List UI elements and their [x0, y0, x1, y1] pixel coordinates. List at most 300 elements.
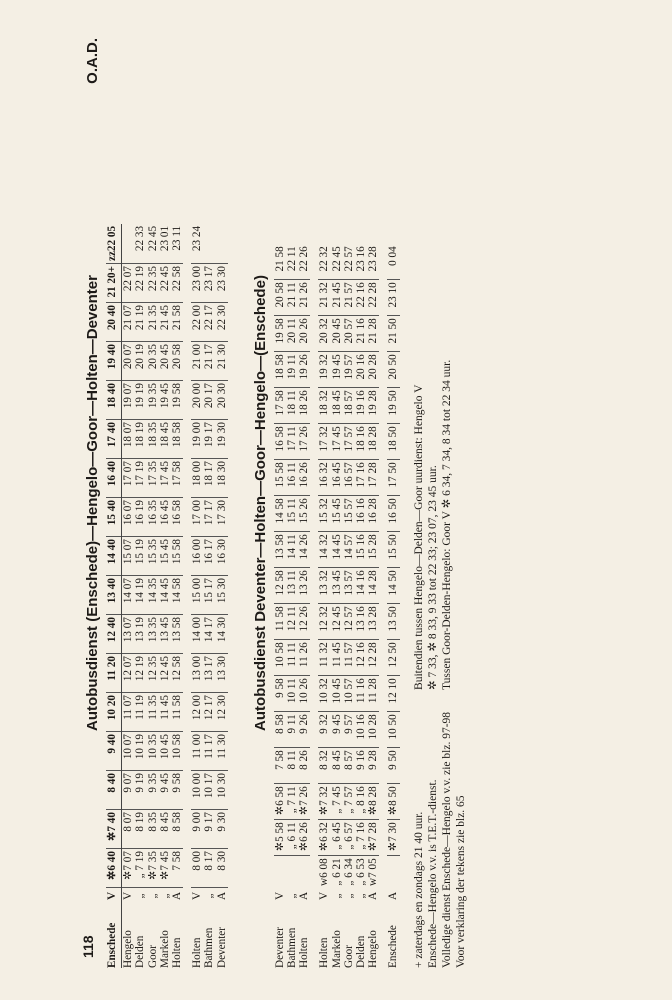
time-cell: „ 7 45 [331, 784, 343, 820]
footnote-line: + zaterdags en zondags 21 40 uur. [412, 811, 425, 968]
time-cell: 16 00 [191, 537, 203, 576]
time-cell: 9 00 [191, 810, 203, 849]
time-cell: 20 30 [216, 381, 228, 420]
time-cell: 21 11 [286, 280, 298, 316]
time-cell: 9 45 [159, 771, 171, 810]
time-cell: 14 07 [122, 576, 135, 615]
time-cell: 12 00 [191, 693, 203, 732]
time-cell: ✲5 58 [274, 820, 286, 856]
time-cell: 12 32 [318, 604, 330, 640]
timetable-enschede-deventer [106, 224, 228, 968]
time-cell: 18 58 [274, 352, 286, 388]
early-time-cell: w6 08 [318, 858, 331, 886]
time-cell: 17 57 [343, 424, 355, 460]
time-cell: 8 26 [298, 748, 310, 784]
time-cell: 22 30 [216, 303, 228, 342]
time-cell: 13 58 [171, 615, 183, 654]
time-cell: 22 58 [171, 264, 183, 303]
timetable-row [343, 244, 355, 968]
time-cell: 9 35 [147, 771, 159, 810]
time-cell: 19 58 [171, 381, 183, 420]
time-cell: ✲7 35 [147, 849, 159, 888]
time-cell: 21 16 [355, 316, 367, 352]
time-cell: 15 00 [191, 576, 203, 615]
arrival-departure-mark: „ [146, 893, 159, 899]
time-cell: 19 57 [343, 352, 355, 388]
time-cell: 18 57 [343, 388, 355, 424]
timetable-row [106, 224, 122, 968]
time-cell: 23 16 [355, 244, 367, 280]
time-cell: 16 45 [331, 460, 343, 496]
time-cell: 16 58 [274, 424, 286, 460]
time-cell: 16 40 [106, 459, 122, 498]
station-name: Bathmen [203, 927, 216, 968]
time-cell: 12 45 [331, 604, 343, 640]
early-time-cell [286, 856, 298, 888]
timetable-row [387, 244, 399, 968]
timetable-row [171, 224, 183, 968]
time-cell: 9 17 [203, 810, 215, 849]
time-cell: 13 35 [147, 615, 159, 654]
time-cell: 19 30 [216, 420, 228, 459]
time-cell: 17 35 [147, 459, 159, 498]
footnote-line: Tussen Goor-Delden-Hengelo: Goor V ✲ 6 34, 7 34, 8 34 tot 22 34 uur. [440, 359, 453, 690]
time-cell: 9 32 [318, 712, 330, 748]
arrival-departure-mark: „ [158, 893, 171, 899]
time-cell: 13 40 [106, 576, 122, 615]
time-cell: 14 58 [171, 576, 183, 615]
time-cell: 16 45 [159, 498, 171, 537]
time-cell: 17 16 [355, 460, 367, 496]
time-cell: 23 30 [216, 264, 228, 303]
time-cell: 22 19 [134, 264, 146, 303]
time-cell: 13 19 [134, 615, 146, 654]
time-cell: 12 16 [355, 640, 367, 676]
station-name: Enschede [387, 925, 400, 968]
station-name: Deventer [273, 927, 286, 968]
time-cell: 21 58 [171, 303, 183, 342]
time-cell [203, 224, 215, 264]
time-cell: 20 45 [331, 316, 343, 352]
time-cell: ✲6 40 [106, 849, 122, 888]
time-cell: „ 7 11 [286, 784, 298, 820]
time-cell: 15 07 [122, 537, 135, 576]
time-cell: 9 58 [171, 771, 183, 810]
table1-title-row [80, 38, 106, 968]
footnotes [412, 38, 468, 968]
time-cell: 20 32 [318, 316, 330, 352]
time-cell: 14 11 [286, 532, 298, 568]
time-cell: 10 00 [191, 771, 203, 810]
arrival-departure-mark: „ [342, 893, 355, 899]
station-name: Enschede [106, 904, 122, 968]
timetable-deventer-enschede [274, 244, 400, 968]
footnote-line: Voor verklaring der tekens zie blz. 65 [454, 795, 467, 968]
early-time-cell [274, 856, 286, 888]
time-cell: 18 45 [331, 388, 343, 424]
footnote-line: Volledige dienst Enschede—Hengelo v.v. zie blz. 97-98 [440, 711, 453, 968]
time-cell: 15 50 [387, 532, 399, 568]
time-cell: 17 28 [367, 460, 379, 496]
time-cell: 9 45 [331, 712, 343, 748]
time-cell: 19 11 [286, 352, 298, 388]
time-cell: 19 07 [122, 381, 135, 420]
time-cell: 20 57 [343, 316, 355, 352]
time-cell: 22 32 [318, 244, 330, 280]
timetable-row [203, 224, 215, 968]
arrival-departure-mark: V [318, 891, 331, 901]
time-cell: 11 26 [298, 640, 310, 676]
time-cell: ✲6 26 [298, 820, 310, 856]
time-cell: 9 40 [106, 732, 122, 771]
time-cell: 16 07 [122, 498, 135, 537]
timetable-row [298, 244, 310, 968]
table1-title: Autobusdienst (Enschede)—Hengelo—Goor—Holten—Deventer [84, 275, 101, 731]
time-cell: 12 11 [286, 604, 298, 640]
time-cell: 13 30 [216, 654, 228, 693]
time-cell: 15 45 [159, 537, 171, 576]
station-name: Holten [298, 937, 311, 968]
time-cell: 16 57 [343, 460, 355, 496]
time-cell: 23 10 [387, 280, 399, 316]
time-cell: 19 40 [106, 342, 122, 381]
time-cell: 9 16 [355, 748, 367, 784]
time-cell: 9 57 [343, 712, 355, 748]
time-cell: 15 32 [318, 496, 330, 532]
time-cell: 22 45 [147, 224, 159, 264]
time-cell: 11 58 [171, 693, 183, 732]
time-cell: 13 58 [274, 532, 286, 568]
spacer-row [183, 224, 191, 968]
time-cell: 19 17 [203, 420, 215, 459]
time-cell: 8 45 [159, 810, 171, 849]
table2-title: Autobusdienst Deventer—Holten—Goor—Hengelo—(Enschede) [251, 275, 269, 731]
time-cell: 13 50 [387, 604, 399, 640]
time-cell: 14 16 [355, 568, 367, 604]
time-cell: 14 57 [343, 532, 355, 568]
time-cell: 16 26 [298, 460, 310, 496]
time-cell: 21 19 [134, 303, 146, 342]
time-cell: 21 57 [343, 280, 355, 316]
time-cell: 12 19 [134, 654, 146, 693]
time-cell: 11 28 [367, 676, 379, 712]
time-cell: 14 00 [191, 615, 203, 654]
time-cell: 10 32 [318, 676, 330, 712]
time-cell: 20 17 [203, 381, 215, 420]
time-cell [216, 224, 228, 264]
time-cell: 14 35 [147, 576, 159, 615]
time-cell: 19 45 [159, 381, 171, 420]
time-cell [122, 224, 135, 264]
time-cell: 16 16 [355, 496, 367, 532]
early-time-cell: „ 6 53 [355, 858, 368, 886]
time-cell: 23 01 [159, 224, 171, 264]
time-cell: 14 17 [203, 615, 215, 654]
time-cell: 17 32 [318, 424, 330, 460]
time-cell: 15 30 [216, 576, 228, 615]
time-cell: 11 45 [159, 693, 171, 732]
time-cell: 14 32 [318, 532, 330, 568]
time-cell: 19 26 [298, 352, 310, 388]
arrival-departure-mark: „ [355, 893, 368, 899]
time-cell: 8 11 [286, 748, 298, 784]
early-time-cell [298, 856, 310, 888]
time-cell: 22 28 [367, 280, 379, 316]
time-cell: 22 57 [343, 244, 355, 280]
time-cell: 11 57 [343, 640, 355, 676]
time-cell: 22 11 [286, 244, 298, 280]
timetable-row [355, 244, 367, 968]
time-cell: 11 45 [331, 640, 343, 676]
time-cell: 19 50 [387, 388, 399, 424]
time-cell: 15 17 [203, 576, 215, 615]
time-cell: „ 6 57 [343, 820, 355, 856]
time-cell: 16 28 [367, 496, 379, 532]
operator-label: O.A.D. [84, 38, 101, 84]
time-cell: 19 00 [191, 420, 203, 459]
time-cell: 8 35 [147, 810, 159, 849]
time-cell: 18 19 [134, 420, 146, 459]
time-cell: 7 58 [274, 748, 286, 784]
time-cell: 11 11 [286, 640, 298, 676]
arrival-departure-mark: A [298, 891, 311, 901]
time-cell: 18 58 [171, 420, 183, 459]
time-cell: ✲8 28 [367, 784, 379, 820]
time-cell: 22 07 [122, 264, 135, 303]
time-cell: 10 30 [216, 771, 228, 810]
arrival-departure-mark: V [122, 891, 135, 901]
time-cell: 20 11 [286, 316, 298, 352]
time-cell: 18 26 [298, 388, 310, 424]
time-cell: 18 16 [355, 424, 367, 460]
spacer-row [379, 244, 387, 968]
time-cell: 13 07 [122, 615, 135, 654]
time-cell: 18 35 [147, 420, 159, 459]
station-name: Hengelo [367, 930, 380, 968]
time-cell: 10 45 [331, 676, 343, 712]
footnote-line: Enschede—Hengelo v.v. is T.E.T.-dienst. [426, 779, 439, 968]
timetable-row [286, 244, 298, 968]
arrival-departure-mark: A [387, 891, 400, 901]
time-cell: 15 58 [274, 460, 286, 496]
time-cell: 12 58 [171, 654, 183, 693]
time-cell: 17 58 [274, 388, 286, 424]
time-cell: 19 19 [134, 381, 146, 420]
arrival-departure-mark: A [171, 891, 184, 901]
time-cell: 12 28 [367, 640, 379, 676]
time-cell: 21 50 [387, 316, 399, 352]
time-cell: 23 28 [367, 244, 379, 280]
time-cell: 11 32 [318, 640, 330, 676]
time-cell: 21 58 [274, 244, 286, 280]
time-cell: 22 16 [355, 280, 367, 316]
time-cell: 17 40 [106, 420, 122, 459]
time-cell: 8 40 [106, 771, 122, 810]
time-cell: 9 19 [134, 771, 146, 810]
time-cell: 12 35 [147, 654, 159, 693]
time-cell: 11 35 [147, 693, 159, 732]
time-cell: 12 17 [203, 693, 215, 732]
time-cell: 10 17 [203, 771, 215, 810]
arrival-departure-mark: V [273, 891, 286, 901]
time-cell: 15 11 [286, 496, 298, 532]
station-name: Delden [355, 935, 368, 968]
time-cell: 22 45 [331, 244, 343, 280]
time-cell: 20 00 [191, 381, 203, 420]
timetable-row [134, 224, 146, 968]
table2-title-row [248, 38, 274, 968]
time-cell: 12 30 [216, 693, 228, 732]
time-cell: 15 58 [171, 537, 183, 576]
arrival-departure-mark: „ [134, 893, 147, 899]
time-cell: 15 16 [355, 532, 367, 568]
time-cell: 17 11 [286, 424, 298, 460]
time-cell: 21 45 [331, 280, 343, 316]
time-cell: 8 00 [191, 849, 203, 888]
time-cell: 9 26 [298, 712, 310, 748]
time-cell: 14 19 [134, 576, 146, 615]
time-cell: 17 00 [191, 498, 203, 537]
time-cell: 15 45 [331, 496, 343, 532]
time-cell: 16 19 [134, 498, 146, 537]
time-cell: 20 45 [159, 342, 171, 381]
arrival-departure-mark: A [215, 891, 228, 901]
early-time-cell: w7 05 [367, 858, 380, 886]
time-cell: ✲6 32 [318, 820, 330, 856]
time-cell: 0 04 [387, 244, 399, 280]
time-cell: ✲7 28 [367, 820, 379, 856]
time-cell: 18 17 [203, 459, 215, 498]
time-cell: 19 35 [147, 381, 159, 420]
time-cell: 20 58 [171, 342, 183, 381]
time-cell: 12 58 [274, 568, 286, 604]
time-cell: 9 50 [387, 748, 399, 784]
time-cell: 12 50 [387, 640, 399, 676]
time-cell: 18 00 [191, 459, 203, 498]
time-cell: 16 58 [171, 498, 183, 537]
time-cell: 12 07 [122, 654, 135, 693]
footnotes-left [412, 712, 468, 968]
time-cell: 22 00 [191, 303, 203, 342]
time-cell: 18 11 [286, 388, 298, 424]
time-cell: 12 40 [106, 615, 122, 654]
timetable-row [367, 244, 379, 968]
time-cell: 11 16 [355, 676, 367, 712]
time-cell: 8 17 [203, 849, 215, 888]
time-cell: 10 26 [298, 676, 310, 712]
time-cell: ✲7 30 [387, 820, 399, 856]
station-name: Holten [191, 937, 204, 968]
time-cell: 15 40 [106, 498, 122, 537]
time-cell: „ 6 45 [331, 820, 343, 856]
time-cell: 11 58 [274, 604, 286, 640]
time-cell: 21 26 [298, 280, 310, 316]
time-cell: 11 00 [191, 732, 203, 771]
time-cell: 22 33 [134, 224, 146, 264]
timetable-row [216, 224, 228, 968]
time-cell: 10 57 [343, 676, 355, 712]
time-cell: 8 07 [122, 810, 135, 849]
spacer-cell [310, 244, 318, 968]
time-cell: „ 7 16 [355, 820, 367, 856]
time-cell: 10 07 [122, 732, 135, 771]
time-cell: 20 50 [387, 352, 399, 388]
time-cell: 12 45 [159, 654, 171, 693]
time-cell: 8 32 [318, 748, 330, 784]
time-cell: 18 30 [216, 459, 228, 498]
time-cell: 21 28 [367, 316, 379, 352]
time-cell: 16 11 [286, 460, 298, 496]
time-cell: 21 32 [318, 280, 330, 316]
time-cell: 9 07 [122, 771, 135, 810]
time-cell: 17 17 [203, 498, 215, 537]
time-cell: 13 28 [367, 604, 379, 640]
time-cell: 13 45 [159, 615, 171, 654]
time-cell: 17 19 [134, 459, 146, 498]
time-cell: 14 30 [216, 615, 228, 654]
time-cell: 19 32 [318, 352, 330, 388]
time-cell: 21 20+ [106, 264, 122, 303]
arrival-departure-mark: „ [203, 893, 216, 899]
time-cell: 15 26 [298, 496, 310, 532]
spacer-cell [183, 224, 191, 968]
time-cell: 11 20 [106, 654, 122, 693]
time-cell: 13 17 [203, 654, 215, 693]
time-cell: 22 45 [159, 264, 171, 303]
arrival-departure-mark: „ [286, 893, 299, 899]
timetable-row [147, 224, 159, 968]
time-cell: „ 7 19 [134, 849, 146, 888]
time-cell: 23 17 [203, 264, 215, 303]
time-cell: 21 17 [203, 342, 215, 381]
time-cell: 21 35 [147, 303, 159, 342]
time-cell: 14 26 [298, 532, 310, 568]
early-time-cell [387, 856, 399, 888]
time-cell: 15 19 [134, 537, 146, 576]
time-cell: 8 57 [343, 748, 355, 784]
time-cell: 16 30 [216, 537, 228, 576]
timetable-row [191, 224, 203, 968]
time-cell: ✲7 07 [122, 849, 135, 888]
time-cell: 13 16 [355, 604, 367, 640]
station-name: Goor [342, 945, 355, 968]
time-cell: 18 07 [122, 420, 135, 459]
time-cell: ✲7 40 [106, 810, 122, 849]
early-time-cell: „ 6 34 [342, 858, 355, 886]
time-cell: 11 17 [203, 732, 215, 771]
time-cell: 17 58 [171, 459, 183, 498]
time-cell: 19 45 [331, 352, 343, 388]
time-cell: 10 16 [355, 712, 367, 748]
time-cell: 13 32 [318, 568, 330, 604]
spacer-cell [379, 244, 387, 968]
time-cell: „ 6 11 [286, 820, 298, 856]
time-cell: 8 45 [331, 748, 343, 784]
time-cell: 14 45 [159, 576, 171, 615]
arrival-departure-mark: A [367, 891, 380, 901]
time-cell: 22 35 [147, 264, 159, 303]
time-cell: 23 11 [171, 224, 183, 264]
time-cell: 10 19 [134, 732, 146, 771]
time-cell: 20 35 [147, 342, 159, 381]
time-cell: 20 58 [274, 280, 286, 316]
time-cell: 17 45 [159, 459, 171, 498]
arrival-departure-mark: V [106, 888, 122, 905]
time-cell: 14 40 [106, 537, 122, 576]
time-cell: 17 07 [122, 459, 135, 498]
time-cell: 10 45 [159, 732, 171, 771]
time-cell: 11 30 [216, 732, 228, 771]
